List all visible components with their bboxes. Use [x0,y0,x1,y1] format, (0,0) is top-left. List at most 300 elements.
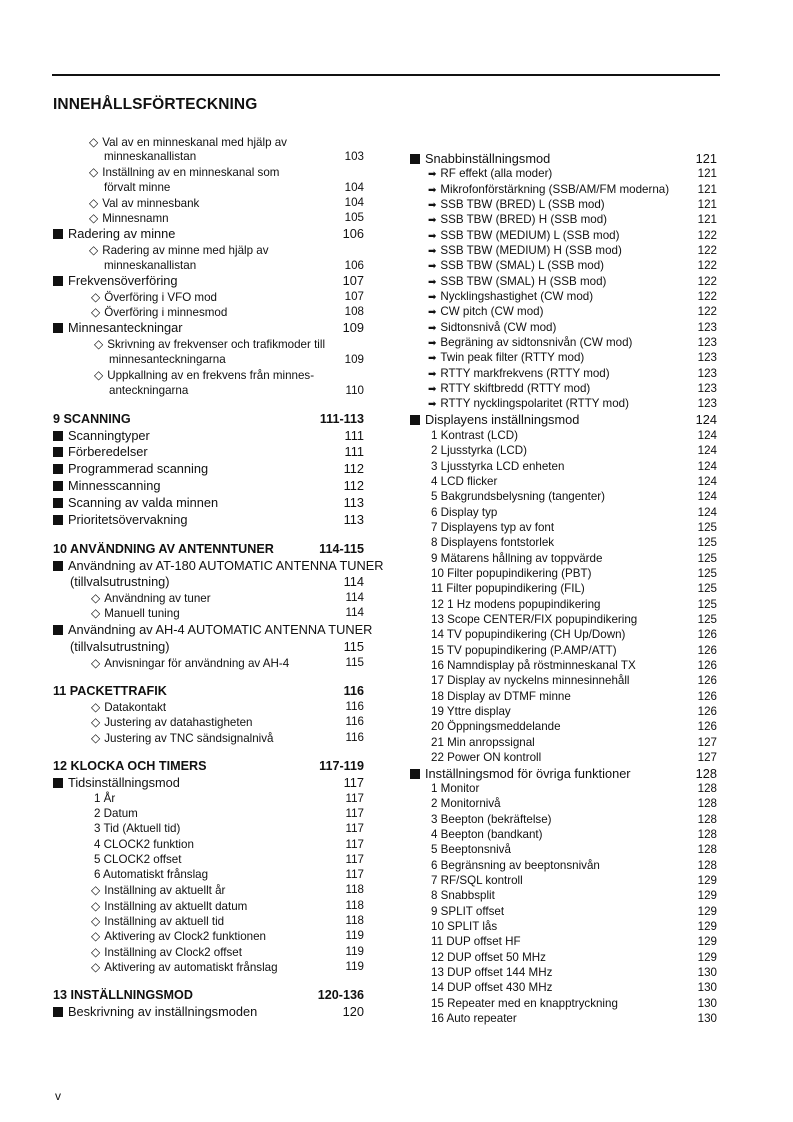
toc-entry[interactable] [410,720,717,734]
toc-entry[interactable] [410,598,717,612]
toc-entry[interactable] [410,305,717,320]
toc-entry[interactable] [410,460,717,474]
toc-entry-label [91,732,274,745]
toc-entry[interactable] [410,751,717,765]
toc-entry[interactable] [53,290,364,305]
toc-page-number: 117 [345,792,364,805]
toc-entry-text: 20 Öppningsmeddelande [431,720,561,733]
toc-entry-text: Överföring i VFO mod [104,291,217,304]
toc-page-number: 113 [343,495,364,510]
toc-entry-label [410,766,631,781]
toc-entry-text: 11 Filter popupindikering (FIL) [431,582,585,595]
toc-entry-label [431,536,554,549]
toc-entry[interactable] [53,759,364,773]
toc-entry[interactable] [410,644,717,658]
toc-entry-label [431,720,561,733]
toc-entry-label [428,198,605,211]
arrow-bullet-icon: ➡ [428,399,437,410]
arrow-bullet-icon: ➡ [428,231,437,242]
toc-page-number: 107 [342,273,364,288]
toc-entry-text: SSB TBW (BRED) H (SSB mod) [440,213,608,226]
toc-entry-text: Användning av tuner [104,592,211,605]
toc-entry[interactable] [410,874,717,888]
toc-entry[interactable] [410,690,717,704]
toc-entry-label [109,384,188,397]
toc-page-number: 122 [697,305,717,318]
toc-entry[interactable] [53,700,364,715]
toc-page-number: 123 [697,367,717,380]
toc-page-number: 125 [697,582,717,595]
toc-entry-label [53,428,150,443]
toc-entry[interactable] [410,966,717,980]
toc-entry[interactable] [410,397,717,412]
toc-entry[interactable] [410,951,717,965]
toc-entry[interactable] [410,536,717,550]
toc-entry-label [428,351,584,364]
toc-entry-text: Radering av minne [68,226,176,241]
toc-entry[interactable] [53,558,384,573]
toc-entry-text: Inställning av Clock2 offset [104,946,242,959]
toc-page-number: 117 [345,853,364,866]
diamond-bullet-icon: ◇ [91,960,101,974]
toc-entry[interactable] [53,353,364,367]
toc-page-number: 121 [697,198,717,211]
toc-entry-text: 10 SPLIT lås [431,920,498,933]
toc-entry[interactable] [53,575,364,589]
toc-entry-text: anteckningarna [109,384,189,397]
toc-entry-label [431,705,511,718]
toc-entry[interactable] [410,429,717,443]
toc-entry[interactable] [410,351,717,366]
toc-entry-text: Användning av AH-4 AUTOMATIC ANTENNA TUNER [68,622,373,637]
toc-entry-text: 6 Display typ [431,506,498,519]
toc-entry[interactable] [53,684,364,698]
toc-page-number: 123 [697,382,717,395]
toc-entry-label [431,644,617,657]
toc-page-number: 124 [697,444,717,457]
toc-entry-label [94,822,180,835]
toc-entry-label [94,338,325,351]
toc-entry[interactable] [53,412,364,426]
toc-entry[interactable] [53,960,364,975]
toc-entry-label [431,674,630,687]
toc-page-number: 124 [697,490,717,503]
toc-entry-text: Sidtonsnivå (CW mod) [440,321,557,334]
toc-entry-label [91,716,252,729]
arrow-bullet-icon: ➡ [428,353,437,364]
toc-entry[interactable] [410,506,717,520]
toc-entry[interactable] [53,656,364,671]
toc-entry-text: (tillvalsutrustning) [70,574,170,589]
toc-entry-text: Skrivning av frekvenser och trafikmoder till [107,338,326,351]
toc-entry-label [91,291,217,304]
toc-entry[interactable] [410,552,717,566]
toc-entry-text: 17 Display av nyckelns minnesinnehåll [431,674,630,687]
toc-entry-label [53,775,180,790]
toc-page-number: 119 [345,929,364,942]
toc-entry-text: Justering av TNC sändsignalnivå [104,732,274,745]
toc-entry[interactable] [410,167,717,182]
toc-entry[interactable] [53,165,364,180]
toc-entry[interactable] [53,321,364,335]
toc-page-number: 125 [697,613,717,626]
toc-entry-text: 1 Kontrast (LCD) [431,429,518,442]
square-bullet-icon [53,515,63,525]
toc-entry-text: Begräning av sidtonsnivån (CW mod) [440,336,633,349]
toc-entry-label [431,797,501,810]
toc-entry-text: Inställning av aktuellt datum [104,900,248,913]
toc-entry[interactable] [53,715,364,730]
toc-entry-label [91,946,242,959]
toc-entry[interactable] [410,336,717,351]
toc-entry[interactable] [410,659,717,673]
toc-entry[interactable] [53,384,364,398]
toc-entry[interactable] [410,843,717,857]
toc-page-number: 121 [697,213,717,226]
toc-entry-label [104,181,170,194]
toc-page-number: 104 [344,181,364,194]
toc-page-number: 106 [344,259,364,272]
toc-entry[interactable] [53,868,364,882]
toc-entry[interactable] [53,259,364,273]
toc-entry-label [94,853,181,866]
toc-page-number: 108 [344,305,364,318]
toc-entry-label [431,782,479,795]
toc-page-number: 124 [697,460,717,473]
toc-entry-label [431,997,618,1010]
toc-entry[interactable] [53,462,364,476]
toc-entry-text: Aktivering av automatiskt frånslag [104,961,278,974]
toc-entry-text: 3 Ljusstyrka LCD enheten [431,460,565,473]
toc-entry-text: Justering av datahastigheten [104,716,253,729]
square-bullet-icon [53,481,63,491]
toc-entry-text: Prioritetsövervakning [68,512,188,527]
toc-entry-label [410,151,550,166]
toc-entry[interactable] [53,838,364,852]
toc-entry[interactable] [53,337,364,352]
toc-entry[interactable] [410,1012,717,1026]
toc-entry[interactable] [53,1005,364,1019]
toc-entry-label [431,935,521,948]
toc-entry[interactable] [53,135,364,150]
toc-entry-label [428,336,632,349]
toc-entry[interactable] [410,905,717,919]
toc-entry-text: Beskrivning av inställningsmoden [68,1004,258,1019]
toc-entry[interactable] [53,513,364,527]
toc-entry[interactable] [410,413,717,427]
diamond-bullet-icon: ◇ [91,305,101,319]
toc-entry-text: Minnesscanning [68,478,161,493]
square-bullet-icon [53,625,63,635]
toc-entry-text: 3 Beepton (bekräftelse) [431,813,552,826]
toc-entry[interactable] [410,198,717,213]
diamond-bullet-icon: ◇ [89,211,99,225]
toc-entry[interactable] [53,776,364,790]
toc-entry-label [410,412,579,427]
toc-entry[interactable] [410,920,717,934]
toc-entry-text: RTTY markfrekvens (RTTY mod) [440,367,610,380]
toc-page-number: 116 [345,731,364,744]
toc-page-number: 129 [697,889,717,902]
toc-page-number: 105 [344,211,364,224]
page-title: INNEHÅLLSFÖRTECKNING [53,96,258,113]
diamond-bullet-icon: ◇ [91,715,101,729]
toc-entry[interactable] [53,368,364,383]
toc-entry-text: 16 Namndisplay på röstminneskanal TX [431,659,636,672]
toc-entry[interactable] [53,883,364,898]
arrow-bullet-icon: ➡ [428,307,437,318]
toc-page-number: 129 [697,874,717,887]
toc-entry-label [94,792,115,805]
toc-entry[interactable] [53,807,364,821]
toc-entry[interactable] [53,945,364,960]
toc-entry-label [431,567,591,580]
toc-entry[interactable] [53,274,364,288]
toc-page-number: 122 [697,244,717,257]
toc-page-number: 118 [345,914,364,927]
toc-entry-text: 7 RF/SQL kontroll [431,874,523,887]
toc-page-number: 123 [697,336,717,349]
square-bullet-icon [53,323,63,333]
diamond-bullet-icon: ◇ [94,337,104,351]
toc-entry[interactable] [53,211,364,226]
toc-page-number: 129 [697,935,717,948]
toc-entry[interactable] [410,183,717,198]
arrow-bullet-icon: ➡ [428,338,437,349]
toc-page-number: 111 [344,444,364,459]
toc-entry-text: Anvisningar för användning av AH-4 [104,657,290,670]
toc-entry[interactable] [410,828,717,842]
toc-page-number: 117 [343,775,364,790]
toc-page-number: 126 [697,628,717,641]
toc-entry-text: 12 DUP offset 50 MHz [431,951,546,964]
toc-entry-label [91,701,166,714]
toc-entry-label [431,659,636,672]
toc-page-number: 122 [697,290,717,303]
toc-entry-text: 1 År [94,792,116,805]
toc-entry[interactable] [53,640,364,654]
toc-entry[interactable] [410,613,717,627]
toc-page-number: 121 [697,167,717,180]
toc-page-number: 109 [344,353,364,366]
toc-entry[interactable] [410,797,717,811]
diamond-bullet-icon: ◇ [89,165,99,179]
toc-entry[interactable] [53,853,364,867]
toc-entry[interactable] [410,382,717,397]
toc-entry[interactable] [410,213,717,228]
toc-page-number: 117 [345,807,364,820]
toc-entry[interactable] [410,367,717,382]
toc-entry-label [431,905,504,918]
arrow-bullet-icon: ➡ [428,169,437,180]
toc-entry-text: Scanningtyper [68,428,150,443]
toc-page-number: 110 [345,384,364,397]
toc-page-number: 123 [697,397,717,410]
toc-entry[interactable] [410,290,717,305]
toc-entry[interactable] [53,542,364,556]
toc-page-number: 129 [697,951,717,964]
toc-entry-label [89,244,269,257]
toc-page-number: 125 [697,567,717,580]
toc-entry-text: 5 Bakgrundsbelysning (tangenter) [431,490,606,503]
toc-entry[interactable] [410,935,717,949]
diamond-bullet-icon: ◇ [89,243,99,257]
square-bullet-icon [410,769,420,779]
toc-page-number: 128 [697,859,717,872]
toc-entry[interactable] [53,243,364,258]
toc-entry[interactable] [53,914,364,929]
toc-entry[interactable] [410,229,717,244]
toc-entry-label [431,966,552,979]
toc-page-number: 117 [345,822,364,835]
diamond-bullet-icon: ◇ [94,368,104,382]
diamond-bullet-icon: ◇ [91,731,101,745]
toc-entry[interactable] [410,997,717,1011]
toc-entry-text: 7 Displayens typ av font [431,521,555,534]
toc-entry-label [91,961,278,974]
toc-entry-text: Nycklingshastighet (CW mod) [440,290,594,303]
toc-entry[interactable] [410,475,717,489]
toc-entry-text: Användning av AT-180 AUTOMATIC ANTENNA TUNER [68,558,384,573]
toc-entry-label [94,807,138,820]
toc-entry[interactable] [410,275,717,290]
toc-entry-text: Tidsinställningsmod [68,775,180,790]
toc-entry-label [89,212,169,225]
toc-entry[interactable] [53,181,364,195]
toc-entry[interactable] [53,899,364,914]
toc-page-number: 125 [697,598,717,611]
toc-page-number: 104 [344,196,364,209]
toc-entry-text: 12 1 Hz modens popupindikering [431,598,601,611]
top-rule [52,74,720,76]
toc-entry[interactable] [53,988,364,1002]
toc-entry[interactable] [410,259,717,274]
toc-entry[interactable] [410,782,717,796]
toc-page-number: 118 [345,883,364,896]
toc-entry-label [53,684,167,698]
toc-entry-label [53,495,218,510]
toc-entry-label [89,166,279,179]
toc-entry-label [53,558,384,573]
toc-entry[interactable] [410,813,717,827]
toc-entry[interactable] [53,591,364,606]
toc-entry-label [431,460,564,473]
toc-entry[interactable] [53,227,364,241]
toc-entry[interactable] [53,445,364,459]
toc-page-number: 119 [345,960,364,973]
square-bullet-icon [53,431,63,441]
arrow-bullet-icon: ➡ [428,261,437,272]
toc-entry-text: Scanning av valda minnen [68,495,219,510]
toc-entry-text: minnesanteckningarna [109,353,226,366]
toc-entry-text: 8 Snabbsplit [431,889,495,902]
toc-page-number: 130 [697,966,717,979]
toc-page-number: 113 [343,512,364,527]
toc-entry[interactable] [410,567,717,581]
toc-entry[interactable] [410,244,717,259]
toc-entry-label [431,628,625,641]
toc-entry[interactable] [53,822,364,836]
toc-entry-text: 14 DUP offset 430 MHz [431,981,553,994]
toc-page-number: 130 [697,1012,717,1025]
toc-entry[interactable] [53,731,364,746]
toc-entry[interactable] [410,490,717,504]
toc-entry-text: 15 TV popupindikering (P.AMP/ATT) [431,644,617,657]
toc-page-number: 127 [697,736,717,749]
arrow-bullet-icon: ➡ [428,277,437,288]
toc-entry[interactable] [410,981,717,995]
toc-entry[interactable] [53,150,364,164]
toc-page-number: 128 [697,828,717,841]
toc-entry-text: 4 LCD flicker [431,475,498,488]
toc-entry-text: 15 Repeater med en knapptryckning [431,997,618,1010]
toc-entry[interactable] [53,496,364,510]
toc-page-number: 123 [697,321,717,334]
toc-entry-text: minneskanallistan [104,259,197,272]
square-bullet-icon [53,561,63,571]
toc-entry-text: Uppkallning av en frekvens från minnes- [107,369,315,382]
toc-entry[interactable] [410,705,717,719]
toc-entry[interactable] [410,321,717,336]
toc-entry-label [431,920,497,933]
toc-entry[interactable] [53,929,364,944]
toc-entry[interactable] [410,152,717,166]
toc-page-number: 128 [695,766,717,781]
toc-entry-label [53,412,131,426]
toc-entry[interactable] [410,628,717,642]
toc-page-number: 107 [344,290,364,303]
toc-entry[interactable] [410,582,717,596]
toc-entry[interactable] [53,429,364,443]
toc-entry-text: 11 DUP offset HF [431,935,521,948]
toc-entry[interactable] [53,479,364,493]
toc-entry-label [431,490,605,503]
toc-entry[interactable] [410,859,717,873]
toc-entry[interactable] [53,305,364,320]
toc-page-number: 115 [345,656,364,669]
toc-entry-text: Radering av minne med hjälp av [102,244,269,257]
toc-entry-text: SSB TBW (BRED) L (SSB mod) [440,198,605,211]
toc-entry-text: Val av minnesbank [102,197,200,210]
toc-entry[interactable] [410,767,717,781]
toc-entry-text: 9 SCANNING [53,412,131,426]
toc-entry-label [431,582,585,595]
toc-entry-label [53,273,178,288]
toc-entry[interactable] [410,521,717,535]
toc-entry-text: 4 Beepton (bandkant) [431,828,543,841]
toc-entry[interactable] [53,606,364,621]
toc-entry[interactable] [410,674,717,688]
toc-page-number: 111 [344,428,364,443]
toc-entry[interactable] [53,622,373,637]
toc-entry[interactable] [53,792,364,806]
toc-entry[interactable] [410,736,717,750]
toc-entry[interactable] [410,889,717,903]
toc-entry-text: RTTY skiftbredd (RTTY mod) [440,382,591,395]
toc-entry-label [91,607,180,620]
toc-entry-text: Twin peak filter (RTTY mod) [440,351,585,364]
toc-entry-label [431,598,601,611]
toc-page-number: 103 [344,150,364,163]
arrow-bullet-icon: ➡ [428,292,437,303]
diamond-bullet-icon: ◇ [89,135,99,149]
toc-entry-text: 5 CLOCK2 offset [94,853,182,866]
toc-entry[interactable] [53,196,364,211]
toc-entry-label [431,751,541,764]
toc-entry-text: 2 Monitornivå [431,797,501,810]
toc-entry-label [431,506,497,519]
toc-entry[interactable] [410,444,717,458]
